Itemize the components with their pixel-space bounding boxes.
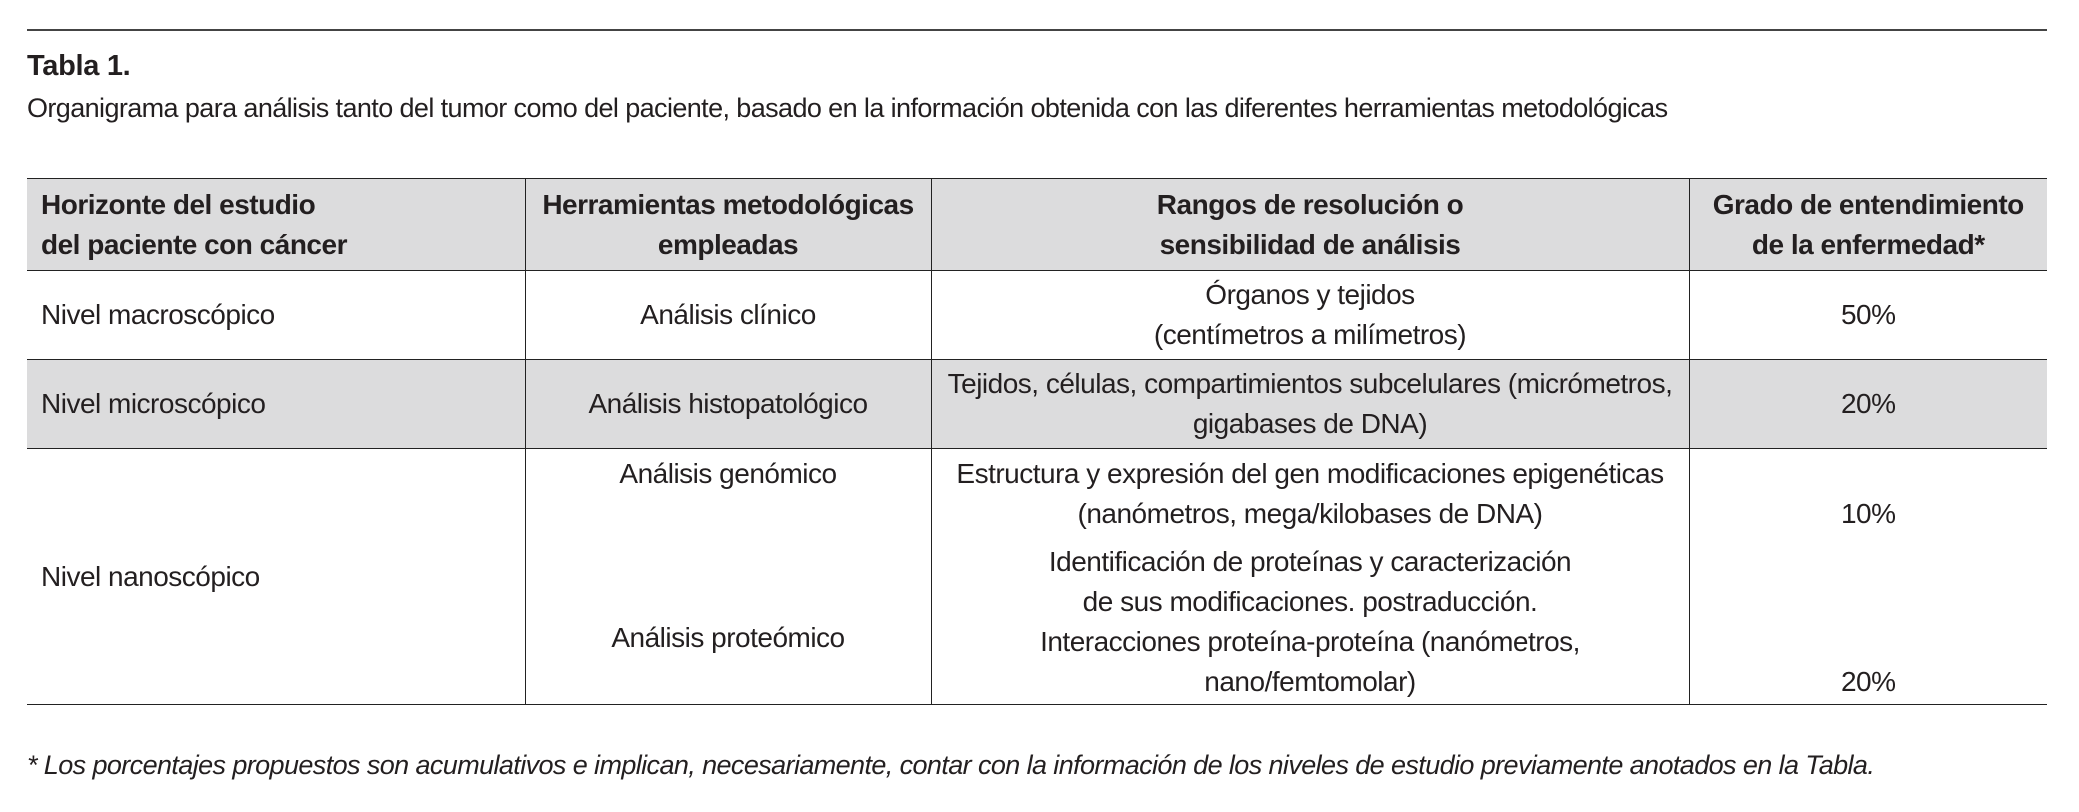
table-caption-text: Organigrama para análisis tanto del tumor como del paciente, basado en la información obtenida con las diferentes herramientas metodológicas (27, 93, 1668, 123)
cell-tool-proteomico: Análisis proteómico (611, 621, 845, 653)
cell-tool-genomico: Análisis genómico (619, 457, 837, 489)
cell-tool: Análisis histopatológico (525, 360, 931, 449)
cell-range: Órganos y tejidos (centímetros a milímetros) (931, 271, 1689, 360)
cell-percent-proteomico: 20% (1840, 665, 1896, 697)
table-row-macroscopico (27, 271, 2047, 360)
table-footnote: * Los porcentajes propuestos son acumulativos e implican, necesariamente, contar con la información de los niveles de estudio previamente anotados en la Tabla. (27, 750, 1875, 780)
cell-percent-genomico: 10% (1840, 497, 1896, 529)
header-horizonte: Horizonte del estudio del paciente con cáncer (27, 179, 525, 271)
cell-tools-stack (525, 449, 931, 705)
cell-level: Nivel macroscópico (27, 271, 525, 360)
cell-level: Nivel microscópico (27, 360, 525, 449)
cell-range-proteomico: Identificación de proteínas y caracterización de sus modificaciones. postraducción. Interacciones proteína-proteína (nanómetros, nano/femtomolar) (1040, 545, 1580, 697)
table-header-row (27, 179, 2047, 271)
cell-tool: Análisis clínico (525, 271, 931, 360)
cell-range: Tejidos, células, compartimientos subcelulares (micrómetros, gigabases de DNA) (931, 360, 1689, 449)
table-row-nanoscopico (27, 449, 2047, 705)
cell-range-genomico: Estructura y expresión del gen modificaciones epigenéticas (nanómetros, mega/kilobases de DNA) (956, 457, 1664, 529)
cell-percent: 50% (1689, 271, 2047, 360)
cell-level: Nivel nanoscópico (27, 449, 525, 705)
cell-percent-stack (1689, 449, 2047, 705)
top-rule (27, 29, 2047, 31)
header-grado: Grado de entendimiento de la enfermedad* (1689, 179, 2047, 271)
header-herramientas: Herramientas metodológicas empleadas (525, 179, 931, 271)
table-caption-title: Tabla 1. (27, 50, 131, 82)
cell-percent: 20% (1689, 360, 2047, 449)
table-row-microscopico (27, 360, 2047, 449)
cell-range-stack (931, 449, 1689, 705)
methodology-table (27, 178, 2047, 705)
header-rangos: Rangos de resolución o sensibilidad de análisis (931, 179, 1689, 271)
